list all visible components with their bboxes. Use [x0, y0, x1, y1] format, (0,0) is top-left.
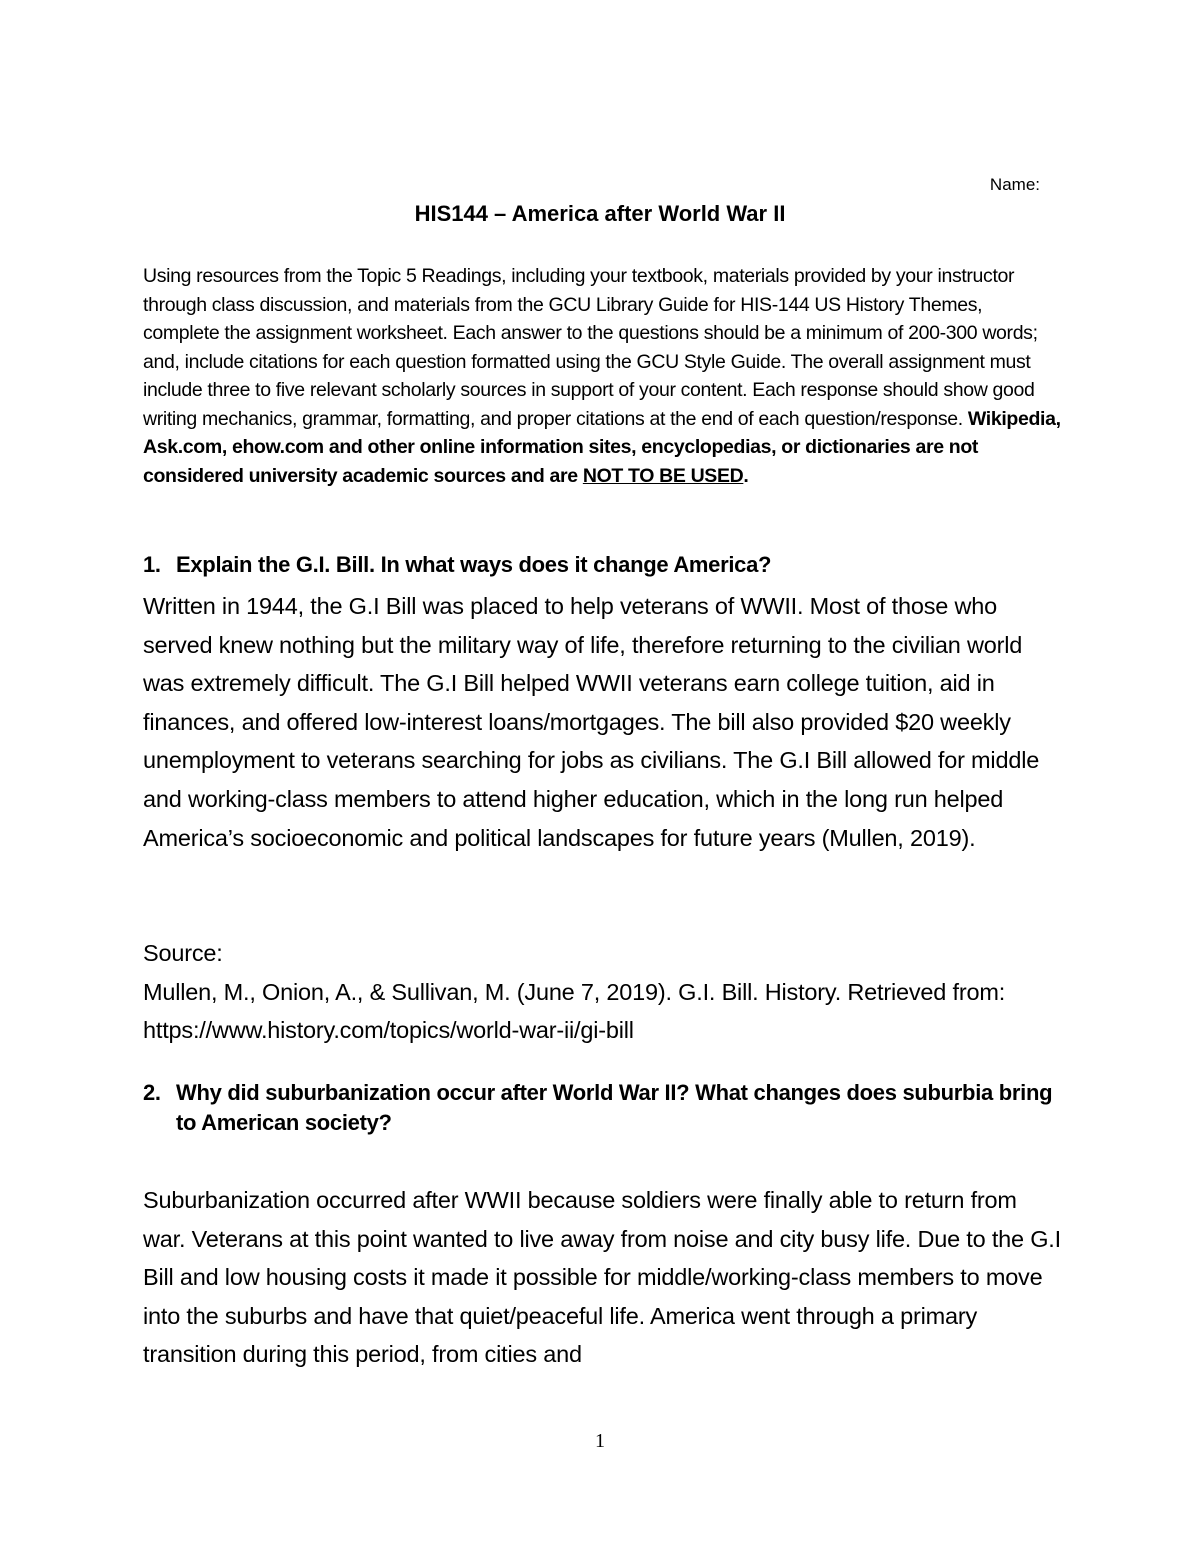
document-title: HIS144 – America after World War II	[414, 201, 786, 226]
question-2-text: Why did suburbanization occur after World War II? What changes does suburbia bring to American society?	[176, 1080, 1053, 1135]
question-1-text: Explain the G.I. Bill. In what ways does it change America?	[176, 552, 772, 577]
instructions-text: Using resources from the Topic 5 Readings, including your textbook, materials provided by your instructor through class discussion, and materials from the GCU Library Guide for HIS-144 US History Themes, complete the assignment worksheet. Each answer to the questions should be a minimum of 200-300 words; and, include citations for each question formatted using the GCU Style Guide. The overall assignment must include three to five relevant scholarly sources in support of your content. Each response should show good writing mechanics, grammar, formatting, and proper citations at the end of each question/response.	[143, 265, 1038, 430]
source-label: Source:	[143, 940, 223, 966]
question-1-heading	[143, 550, 1063, 580]
instructions-paragraph	[143, 262, 1063, 490]
question-2-heading	[143, 1078, 1063, 1138]
name-label: Name:	[989, 175, 1040, 194]
instructions-warning-text: Wikipedia, Ask.com, ehow.com and other online information sites, encyclopedias, or dictionaries are not considered university academic sources and are	[143, 407, 1061, 487]
not-to-be-used-emphasis: NOT TO BE USED	[582, 464, 744, 487]
question-1-source	[143, 934, 1063, 1050]
question-2-number: 2.	[143, 1080, 161, 1105]
question-2-answer	[143, 1181, 1063, 1374]
page-number: 1	[595, 1430, 605, 1452]
source-citation: Mullen, M., Onion, A., & Sullivan, M. (June 7, 2019). G.I. Bill. History. Retrieved from: https://www.history.com/topics/world-war-ii/gi-bill	[143, 978, 1006, 1044]
question-2-answer-text: Suburbanization occurred after WWII because soldiers were finally able to return from war. Veterans at this point wanted to live away from noise and city busy life. Due to the G.I Bill and low housing costs it made it possible for middle/working-class members to move into the suburbs and have that quiet/peaceful life. America went through a primary transition during this period, from cities and	[143, 1187, 1061, 1368]
question-1-number: 1.	[143, 552, 161, 577]
instructions-end-punct: .	[743, 464, 749, 487]
question-1-answer-text: Written in 1944, the G.I Bill was placed to help veterans of WWII. Most of those who served knew nothing but the military way of life, therefore returning to the civilian world was extremely difficult. The G.I Bill helped WWII veterans earn college tuition, aid in finances, and offered low-interest loans/mortgages. The bill also provided $20 weekly unemployment to veterans searching for jobs as civilians. The G.I Bill allowed for middle and working-class members to attend higher education, which in the long run helped America’s socioeconomic and political landscapes for future years (Mullen, 2019).	[143, 593, 1040, 851]
question-1-answer	[143, 587, 1063, 857]
